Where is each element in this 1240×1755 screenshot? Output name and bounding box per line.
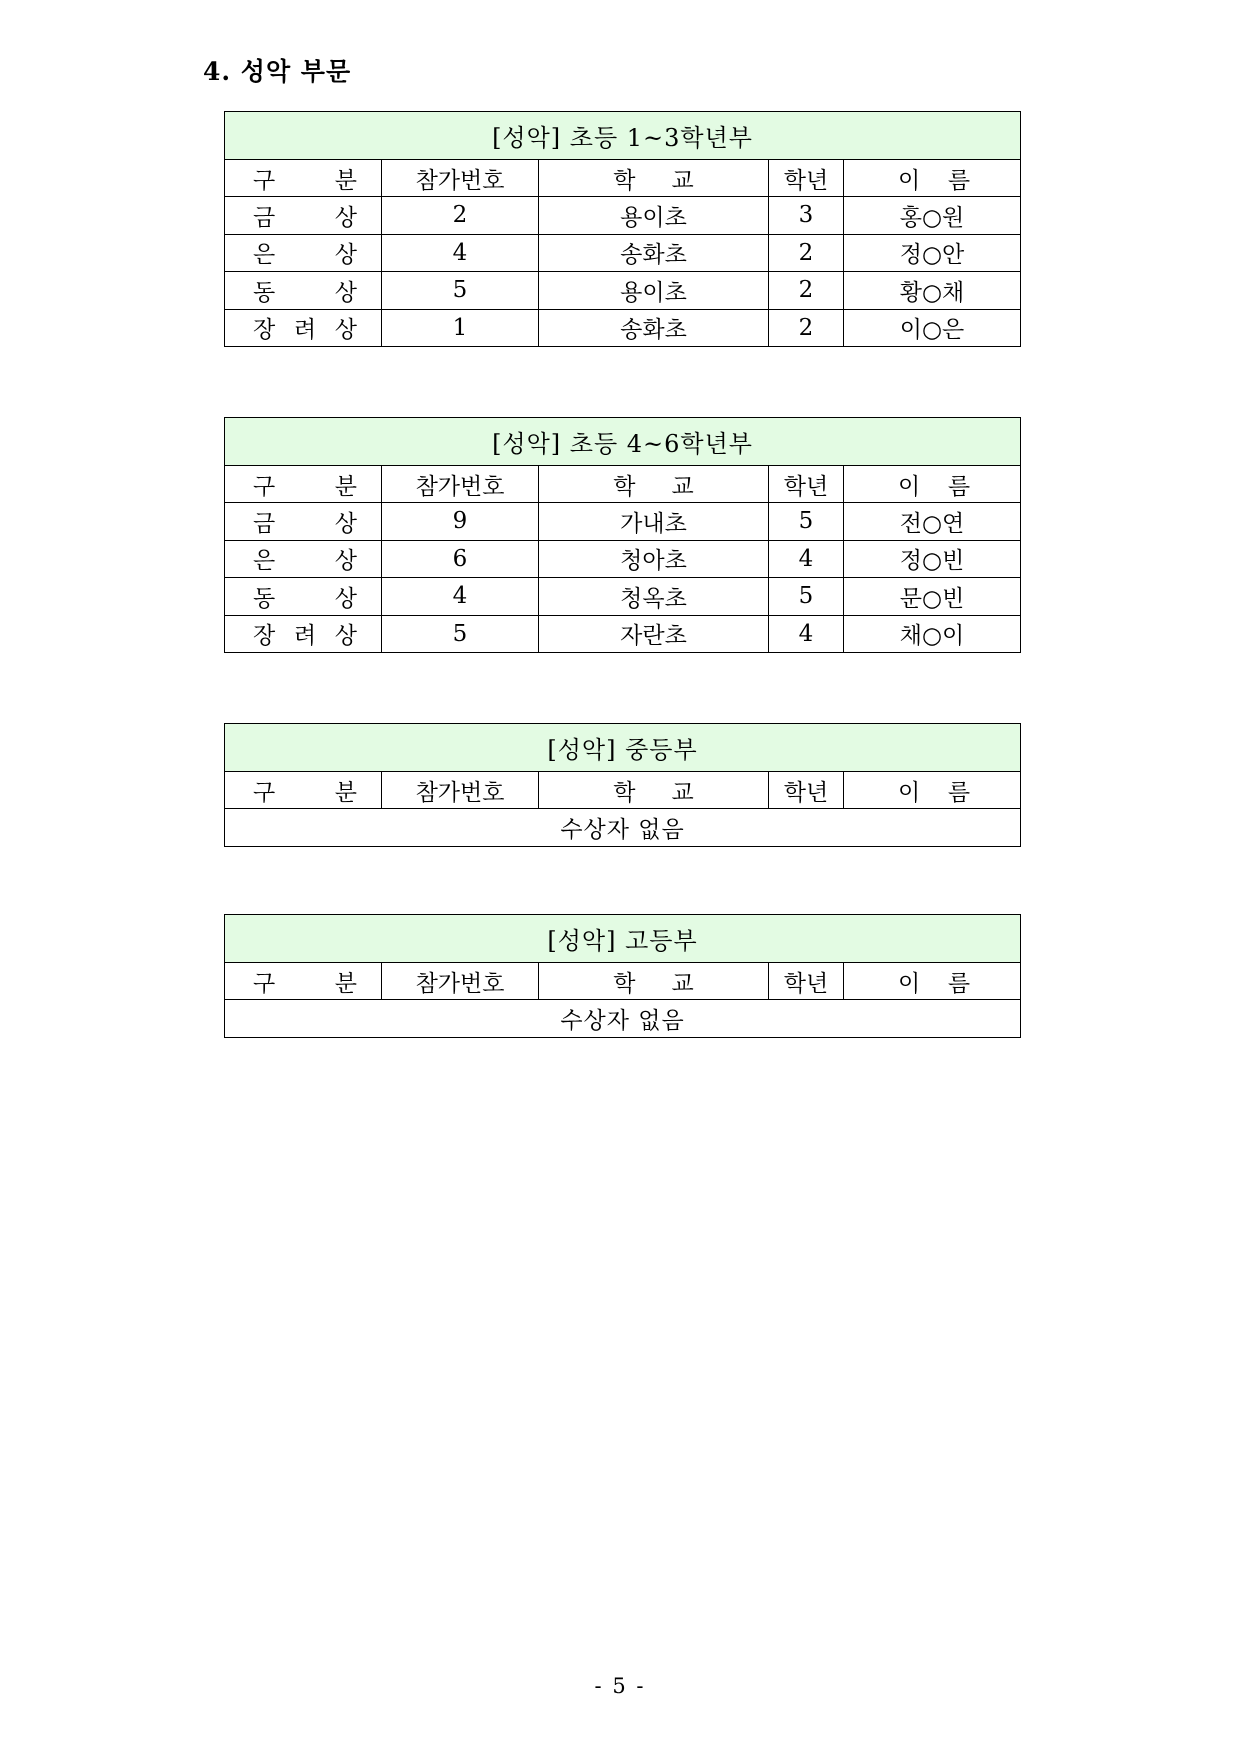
name-cell: 채○이: [844, 615, 1021, 653]
header-category: 구 분: [225, 772, 382, 809]
no-winner-note: 수상자 없음: [225, 809, 1021, 847]
grade-cell: 4: [769, 540, 844, 578]
header-grade: 학년: [769, 963, 844, 1000]
table-title-row: [225, 915, 1021, 963]
table-row: [225, 234, 1021, 272]
header-category: 구 분: [225, 963, 382, 1000]
table-header-row: [225, 160, 1021, 197]
header-school: 학 교: [539, 772, 769, 809]
award-cell: 은 상: [225, 540, 382, 578]
award-cell: 금 상: [225, 197, 382, 235]
school-cell: 자란초: [539, 615, 769, 653]
award-table-middle-school: [224, 723, 1021, 847]
school-cell: 가내초: [539, 503, 769, 541]
table-row: [225, 578, 1021, 616]
award-cell: 동 상: [225, 272, 382, 310]
award-cell: 장 려 상: [225, 615, 382, 653]
entry-no-cell: 1: [382, 309, 539, 347]
award-table-elementary-1-3: [224, 111, 1021, 347]
header-entry-no: 참가번호: [382, 963, 539, 1000]
grade-cell: 4: [769, 615, 844, 653]
section-title: 4. 성악 부문: [203, 57, 352, 86]
header-entry-no: 참가번호: [382, 772, 539, 809]
header-school: 학 교: [539, 963, 769, 1000]
grade-cell: 5: [769, 503, 844, 541]
award-cell: 은 상: [225, 234, 382, 272]
grade-cell: 2: [769, 272, 844, 310]
award-cell: 장 려 상: [225, 309, 382, 347]
name-cell: 정○안: [844, 234, 1021, 272]
name-cell: 이○은: [844, 309, 1021, 347]
header-grade: 학년: [769, 160, 844, 197]
school-cell: 청옥초: [539, 578, 769, 616]
grade-cell: 5: [769, 578, 844, 616]
name-cell: 문○빈: [844, 578, 1021, 616]
table-title-row: [225, 724, 1021, 772]
header-name: 이 름: [844, 772, 1021, 809]
table-title: [성악] 초등 1~3학년부: [225, 112, 1021, 160]
entry-no-cell: 4: [382, 578, 539, 616]
header-grade: 학년: [769, 466, 844, 503]
award-table-high-school: [224, 914, 1021, 1038]
table-row: [225, 615, 1021, 653]
table-title: [성악] 초등 4~6학년부: [225, 418, 1021, 466]
grade-cell: 2: [769, 309, 844, 347]
entry-no-cell: 2: [382, 197, 539, 235]
table-row: [225, 272, 1021, 310]
table-title-row: [225, 418, 1021, 466]
table-header-row: [225, 772, 1021, 809]
header-category: 구 분: [225, 160, 382, 197]
grade-cell: 3: [769, 197, 844, 235]
header-entry-no: 참가번호: [382, 466, 539, 503]
entry-no-cell: 5: [382, 615, 539, 653]
no-winner-note: 수상자 없음: [225, 1000, 1021, 1038]
header-grade: 학년: [769, 772, 844, 809]
name-cell: 황○채: [844, 272, 1021, 310]
entry-no-cell: 9: [382, 503, 539, 541]
table-title: [성악] 중등부: [225, 724, 1021, 772]
entry-no-cell: 5: [382, 272, 539, 310]
table-header-row: [225, 466, 1021, 503]
grade-cell: 2: [769, 234, 844, 272]
table-header-row: [225, 963, 1021, 1000]
table-title: [성악] 고등부: [225, 915, 1021, 963]
school-cell: 용이초: [539, 272, 769, 310]
table-row: [225, 197, 1021, 235]
header-category: 구 분: [225, 466, 382, 503]
award-cell: 동 상: [225, 578, 382, 616]
table-row: [225, 309, 1021, 347]
school-cell: 용이초: [539, 197, 769, 235]
award-table-elementary-4-6: [224, 417, 1021, 653]
name-cell: 전○연: [844, 503, 1021, 541]
entry-no-cell: 6: [382, 540, 539, 578]
header-name: 이 름: [844, 160, 1021, 197]
award-cell: 금 상: [225, 503, 382, 541]
page-number: - 5 -: [594, 1674, 646, 1698]
table-row: [225, 503, 1021, 541]
school-cell: 청아초: [539, 540, 769, 578]
table-row: [225, 809, 1021, 847]
name-cell: 홍○원: [844, 197, 1021, 235]
school-cell: 송화초: [539, 234, 769, 272]
name-cell: 정○빈: [844, 540, 1021, 578]
table-row: [225, 1000, 1021, 1038]
entry-no-cell: 4: [382, 234, 539, 272]
header-school: 학 교: [539, 160, 769, 197]
header-school: 학 교: [539, 466, 769, 503]
header-name: 이 름: [844, 963, 1021, 1000]
table-row: [225, 540, 1021, 578]
table-title-row: [225, 112, 1021, 160]
header-entry-no: 참가번호: [382, 160, 539, 197]
school-cell: 송화초: [539, 309, 769, 347]
header-name: 이 름: [844, 466, 1021, 503]
